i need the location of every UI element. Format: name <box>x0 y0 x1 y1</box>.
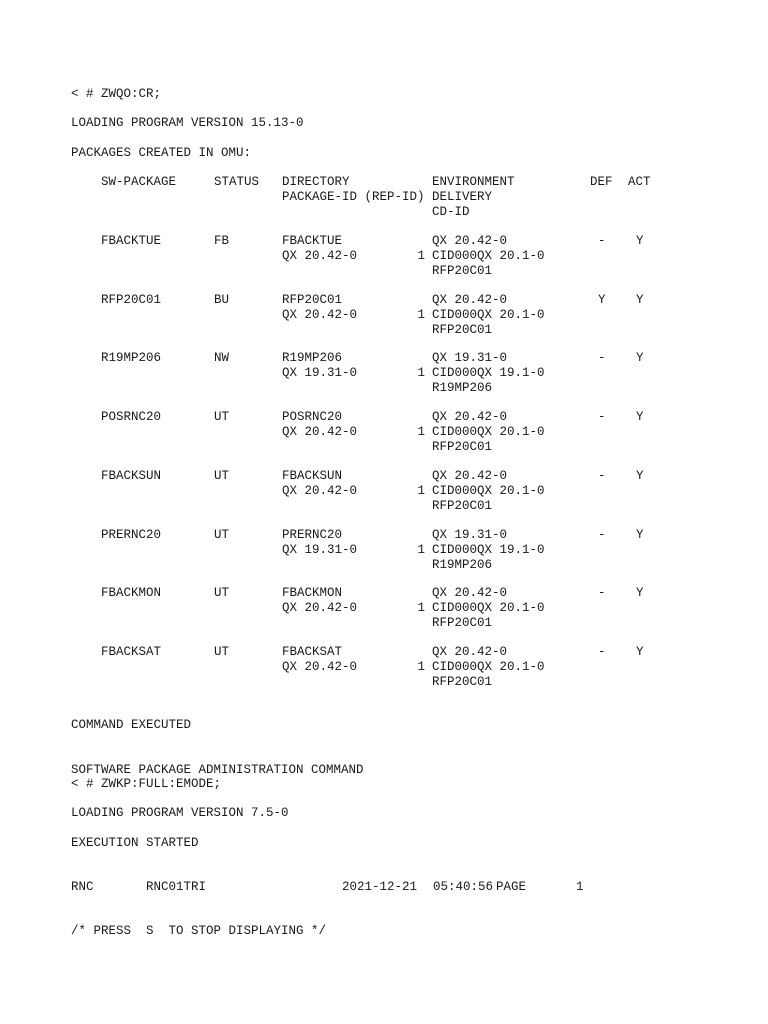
command-line-1: < # ZWQO:CR; <box>71 87 162 101</box>
cell-directory: FBACKMON <box>282 586 343 600</box>
cell-environment: QX 20.42-0 <box>432 586 508 600</box>
sw-admin-title: SOFTWARE PACKAGE ADMINISTRATION COMMAND <box>71 763 364 777</box>
cell-delivery: CID000QX 20.1-0 <box>432 484 545 498</box>
command-executed: COMMAND EXECUTED <box>71 718 192 732</box>
cell-act: Y <box>636 293 644 307</box>
cell-directory: POSRNC20 <box>282 410 343 424</box>
cell-delivery: CID000QX 20.1-0 <box>432 425 545 439</box>
header-delivery: DELIVERY <box>432 190 493 204</box>
status-date: 2021-12-21 <box>342 880 418 894</box>
cell-status: UT <box>214 410 230 424</box>
cell-act: Y <box>636 234 644 248</box>
cell-def: - <box>598 586 606 600</box>
status-time: 05:40:56 <box>433 880 494 894</box>
cell-environment: QX 20.42-0 <box>432 410 508 424</box>
cell-status: UT <box>214 586 230 600</box>
cell-package-id: QX 20.42-0 <box>282 425 358 439</box>
cell-status: UT <box>214 645 230 659</box>
press-s-hint: /* PRESS S TO STOP DISPLAYING */ <box>71 924 327 938</box>
cell-directory: R19MP206 <box>282 351 343 365</box>
cell-rep-id: 1 <box>417 484 425 498</box>
cell-directory: PRERNC20 <box>282 528 343 542</box>
packages-heading: PACKAGES CREATED IN OMU: <box>71 146 252 160</box>
cell-def: - <box>598 469 606 483</box>
cell-package-id: QX 20.42-0 <box>282 660 358 674</box>
cell-cd-id: RFP20C01 <box>432 616 493 630</box>
cell-directory: FBACKSUN <box>282 469 343 483</box>
cell-directory: RFP20C01 <box>282 293 343 307</box>
cell-rep-id: 1 <box>417 249 425 263</box>
cell-def: - <box>598 410 606 424</box>
cell-package-id: QX 20.42-0 <box>282 601 358 615</box>
cell-rep-id: 1 <box>417 308 425 322</box>
cell-act: Y <box>636 645 644 659</box>
cell-act: Y <box>636 351 644 365</box>
cell-environment: QX 19.31-0 <box>432 528 508 542</box>
status-label: RNC <box>71 880 94 894</box>
cell-cd-id: RFP20C01 <box>432 499 493 513</box>
cell-package-id: QX 19.31-0 <box>282 543 358 557</box>
loading-program-version-2: LOADING PROGRAM VERSION 7.5-0 <box>71 806 289 820</box>
cell-cd-id: RFP20C01 <box>432 675 493 689</box>
cell-environment: QX 20.42-0 <box>432 234 508 248</box>
status-page-label: PAGE <box>496 880 527 894</box>
cell-delivery: CID000QX 20.1-0 <box>432 249 545 263</box>
command-line-2: < # ZWKP:FULL:EMODE; <box>71 777 222 791</box>
header-def: DEF <box>590 175 613 189</box>
cell-status: FB <box>214 234 230 248</box>
header-sw-package: SW-PACKAGE <box>101 175 177 189</box>
cell-def: - <box>598 528 606 542</box>
cell-act: Y <box>636 586 644 600</box>
cell-package-id: QX 20.42-0 <box>282 484 358 498</box>
header-package-id: PACKAGE-ID (REP-ID) <box>282 190 425 204</box>
cell-sw-package: R19MP206 <box>101 351 162 365</box>
cell-delivery: CID000QX 19.1-0 <box>432 366 545 380</box>
status-node: RNC01TRI <box>146 880 207 894</box>
cell-cd-id: R19MP206 <box>432 558 493 572</box>
header-directory: DIRECTORY <box>282 175 350 189</box>
cell-environment: QX 20.42-0 <box>432 293 508 307</box>
cell-package-id: QX 19.31-0 <box>282 366 358 380</box>
header-cd-id: CD-ID <box>432 205 470 219</box>
cell-status: NW <box>214 351 230 365</box>
cell-def: - <box>598 234 606 248</box>
cell-act: Y <box>636 410 644 424</box>
cell-cd-id: RFP20C01 <box>432 323 493 337</box>
cell-rep-id: 1 <box>417 366 425 380</box>
header-act: ACT <box>628 175 651 189</box>
cell-sw-package: FBACKSUN <box>101 469 162 483</box>
cell-sw-package: FBACKMON <box>101 586 162 600</box>
cell-package-id: QX 20.42-0 <box>282 249 358 263</box>
cell-delivery: CID000QX 20.1-0 <box>432 601 545 615</box>
loading-program-version-1: LOADING PROGRAM VERSION 15.13-0 <box>71 116 304 130</box>
cell-cd-id: RFP20C01 <box>432 264 493 278</box>
cell-status: BU <box>214 293 230 307</box>
header-environment: ENVIRONMENT <box>432 175 515 189</box>
cell-sw-package: FBACKSAT <box>101 645 162 659</box>
cell-rep-id: 1 <box>417 543 425 557</box>
cell-def: - <box>598 645 606 659</box>
cell-environment: QX 19.31-0 <box>432 351 508 365</box>
cell-def: - <box>598 351 606 365</box>
cell-environment: QX 20.42-0 <box>432 469 508 483</box>
cell-sw-package: POSRNC20 <box>101 410 162 424</box>
cell-sw-package: FBACKTUE <box>101 234 162 248</box>
cell-cd-id: RFP20C01 <box>432 440 493 454</box>
status-page-number: 1 <box>576 880 584 894</box>
cell-sw-package: RFP20C01 <box>101 293 162 307</box>
cell-delivery: CID000QX 20.1-0 <box>432 308 545 322</box>
cell-rep-id: 1 <box>417 660 425 674</box>
cell-delivery: CID000QX 19.1-0 <box>432 543 545 557</box>
cell-delivery: CID000QX 20.1-0 <box>432 660 545 674</box>
cell-directory: FBACKSAT <box>282 645 343 659</box>
cell-cd-id: R19MP206 <box>432 381 493 395</box>
cell-status: UT <box>214 528 230 542</box>
cell-environment: QX 20.42-0 <box>432 645 508 659</box>
execution-started: EXECUTION STARTED <box>71 836 199 850</box>
cell-directory: FBACKTUE <box>282 234 343 248</box>
cell-act: Y <box>636 528 644 542</box>
cell-def: Y <box>598 293 606 307</box>
cell-act: Y <box>636 469 644 483</box>
cell-status: UT <box>214 469 230 483</box>
cell-rep-id: 1 <box>417 425 425 439</box>
cell-sw-package: PRERNC20 <box>101 528 162 542</box>
header-status: STATUS <box>214 175 260 189</box>
cell-package-id: QX 20.42-0 <box>282 308 358 322</box>
cell-rep-id: 1 <box>417 601 425 615</box>
